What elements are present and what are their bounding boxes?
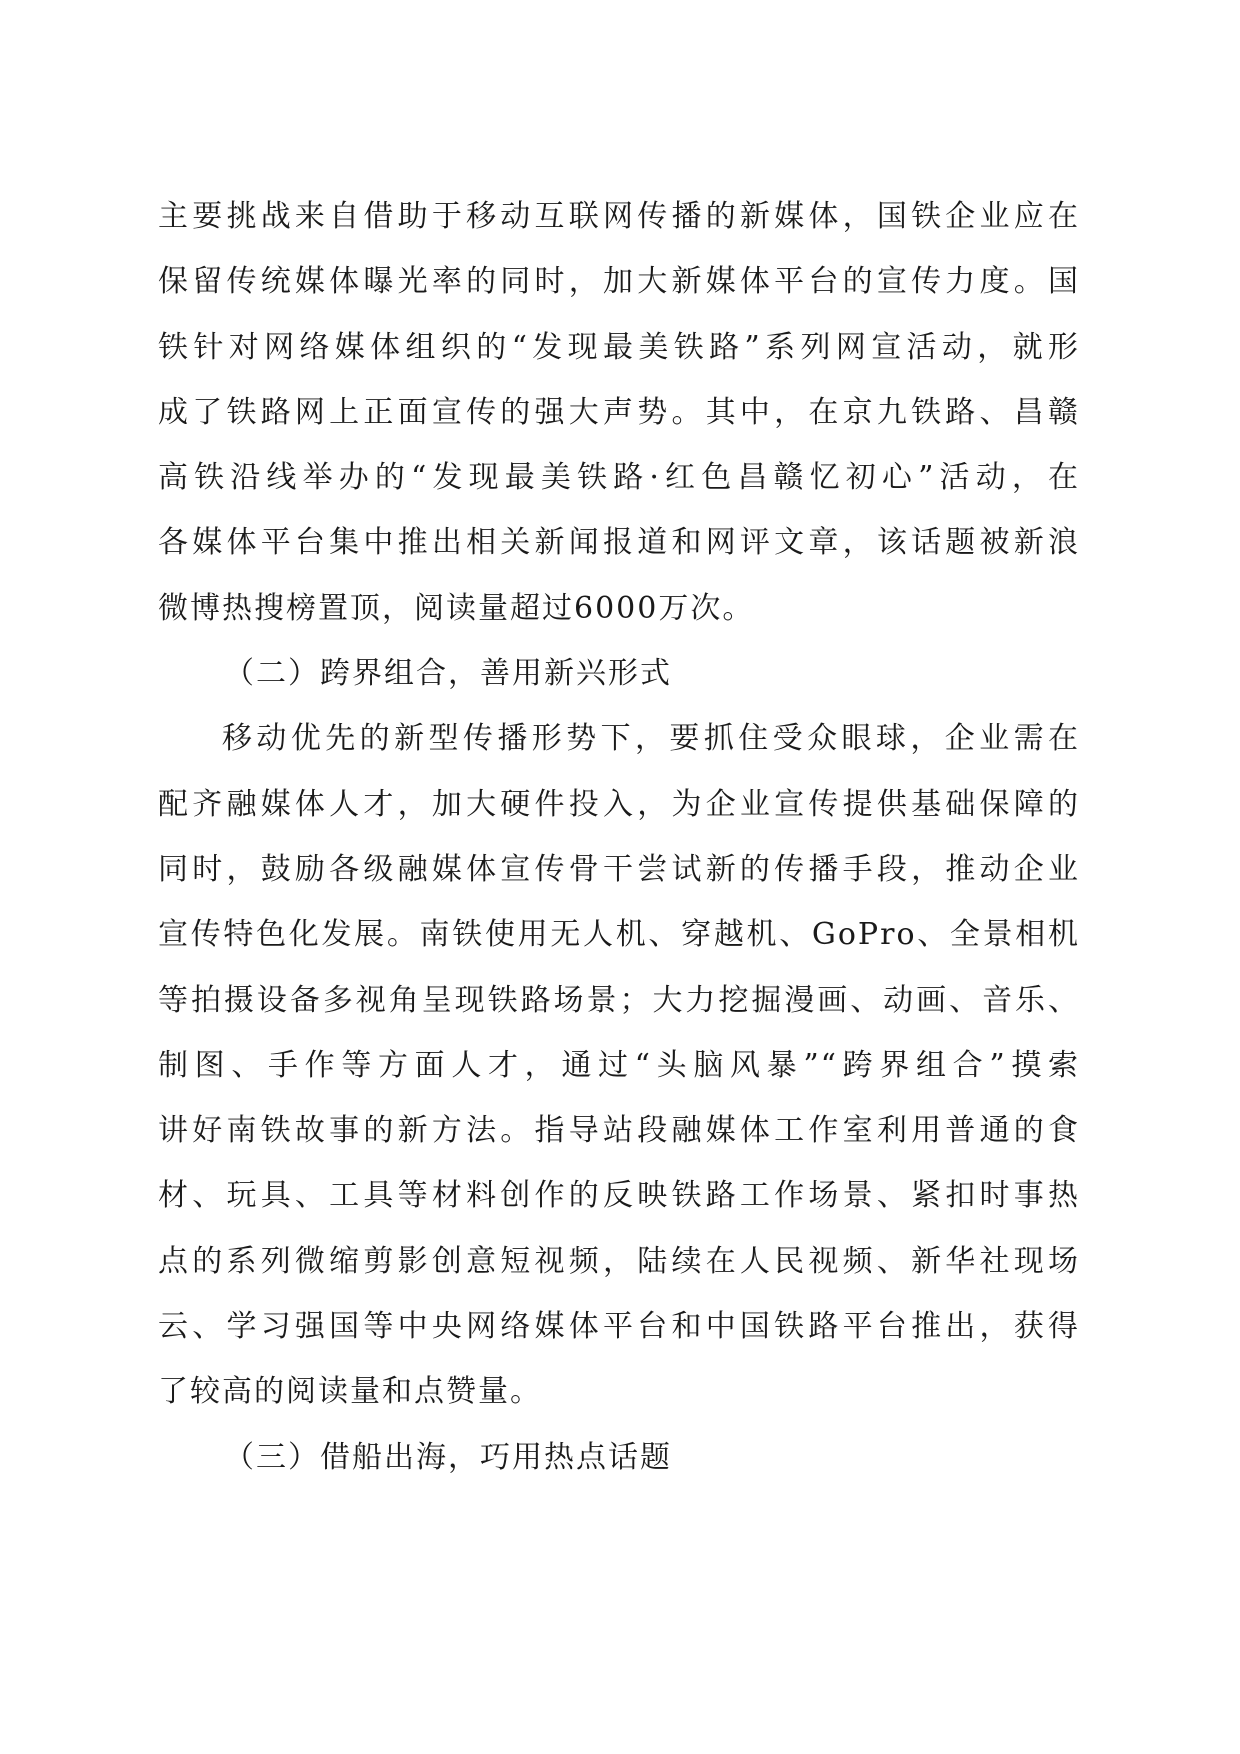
text-line: 宣传特色化发展。南铁使用无人机、穿越机、GoPro、全景相机 xyxy=(158,917,1080,953)
section-heading-two: （二）跨界组合，善用新兴形式 xyxy=(224,656,672,692)
text-line: 移动优先的新型传播形势下，要抓住受众眼球，企业需在 xyxy=(222,721,1080,757)
text-line: 了较高的阅读量和点赞量。 xyxy=(158,1374,542,1410)
document-body xyxy=(158,184,1080,1490)
text-line: 同时，鼓励各级融媒体宣传骨干尝试新的传播手段，推动企业 xyxy=(158,851,1080,887)
section-heading-three: （三）借船出海，巧用热点话题 xyxy=(224,1439,672,1475)
text-line: 讲好南铁故事的新方法。指导站段融媒体工作室利用普通的食 xyxy=(158,1113,1080,1149)
text-line: 铁针对网络媒体组织的“发现最美铁路”系列网宣活动，就形 xyxy=(158,329,1080,365)
text-line: 制图、手作等方面人才，通过“头脑风暴”“跨界组合”摸索 xyxy=(158,1047,1080,1083)
text-line: 配齐融媒体人才，加大硬件投入，为企业宣传提供基础保障的 xyxy=(158,786,1080,822)
text-line: 等拍摄设备多视角呈现铁路场景；大力挖掘漫画、动画、音乐、 xyxy=(158,982,1080,1018)
text-line: 保留传统媒体曝光率的同时，加大新媒体平台的宣传力度。国 xyxy=(158,264,1080,300)
text-line: 微博热搜榜置顶，阅读量超过6000万次。 xyxy=(158,590,755,626)
text-line: 云、学习强国等中央网络媒体平台和中国铁路平台推出，获得 xyxy=(158,1309,1080,1345)
text-line: 各媒体平台集中推出相关新闻报道和网评文章，该话题被新浪 xyxy=(158,525,1080,561)
text-line: 材、玩具、工具等材料创作的反映铁路工作场景、紧扣时事热 xyxy=(158,1178,1080,1214)
text-line: 高铁沿线举办的“发现最美铁路·红色昌赣忆初心”活动，在 xyxy=(158,460,1080,496)
text-line: 成了铁路网上正面宣传的强大声势。其中，在京九铁路、昌赣 xyxy=(158,394,1080,430)
text-line: 点的系列微缩剪影创意短视频，陆续在人民视频、新华社现场 xyxy=(158,1243,1080,1279)
text-line: 主要挑战来自借助于移动互联网传播的新媒体，国铁企业应在 xyxy=(158,199,1080,234)
